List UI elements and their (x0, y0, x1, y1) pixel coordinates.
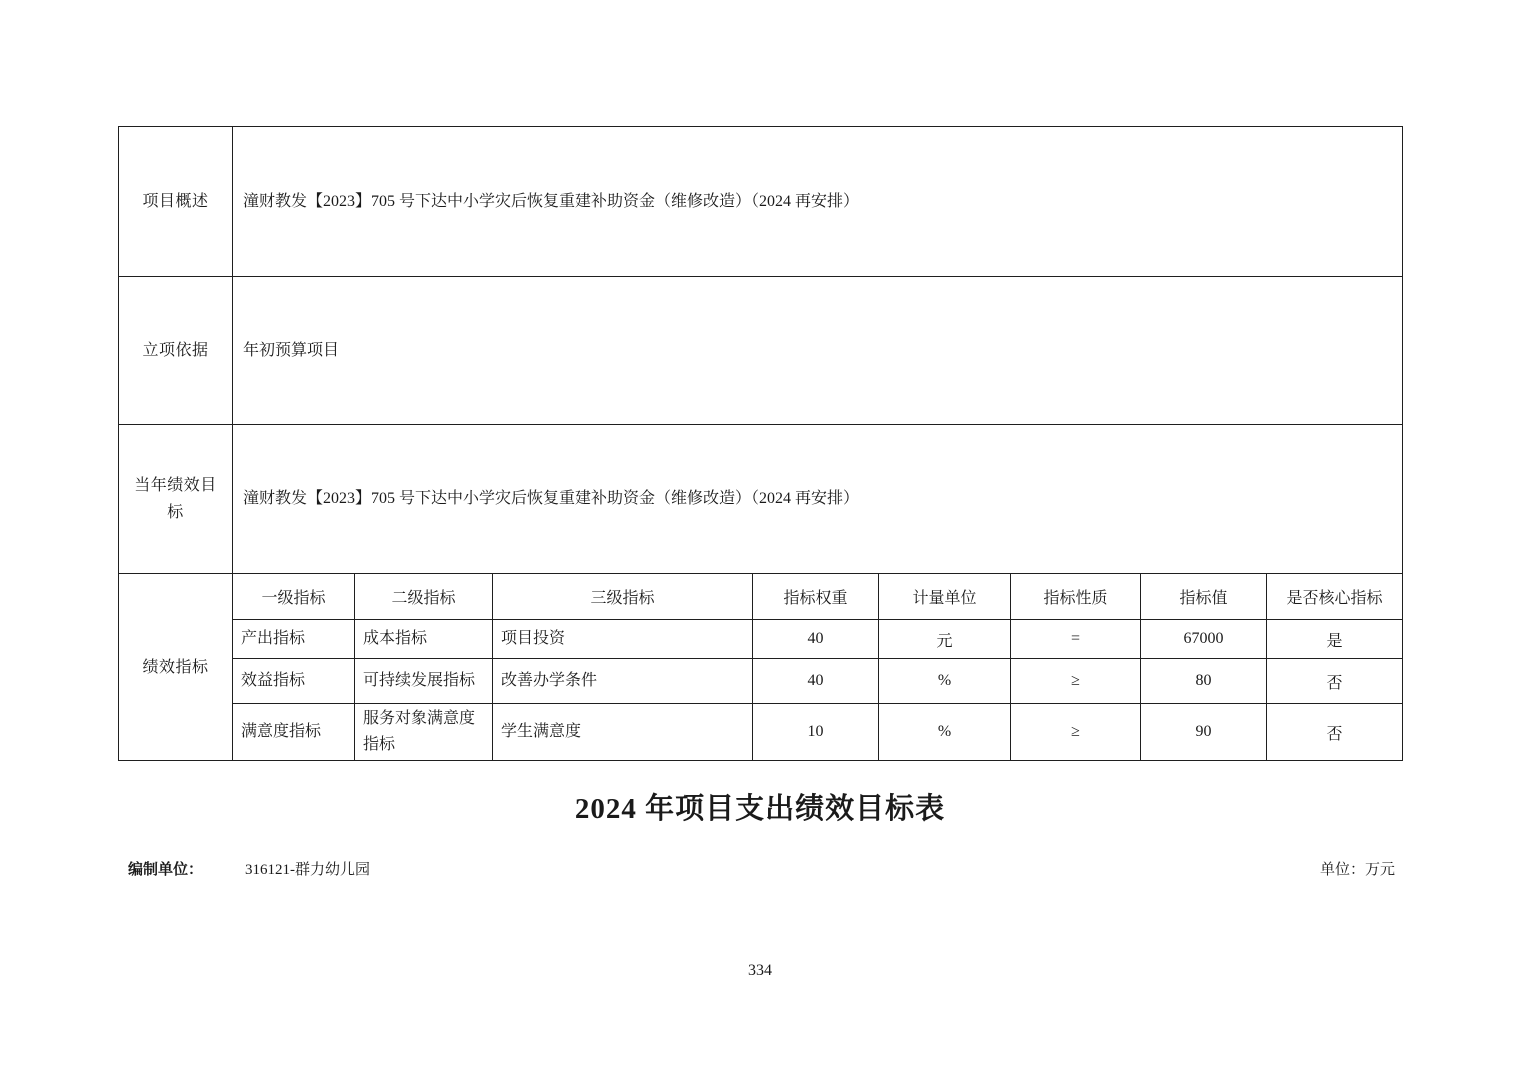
indicator-header-level2: 二级指标 (355, 574, 493, 620)
indicator-cell-weight: 40 (753, 659, 879, 704)
indicator-header-level3: 三级指标 (493, 574, 753, 620)
indicator-cell-core: 否 (1267, 704, 1403, 761)
prepared-by-value: 316121-群力幼儿园 (245, 862, 371, 878)
indicator-cell-weight: 40 (753, 620, 879, 659)
indicator-cell-weight: 10 (753, 704, 879, 761)
indicator-header-nature: 指标性质 (1011, 574, 1141, 620)
indicator-cell-level2: 可持续发展指标 (355, 659, 493, 704)
indicator-row (119, 620, 1403, 659)
indicator-cell-level3: 改善办学条件 (493, 659, 753, 704)
row-label-project-basis: 立项依据 (119, 277, 233, 425)
indicator-row (119, 704, 1403, 761)
meta-line (128, 858, 1395, 879)
indicator-cell-value: 90 (1141, 704, 1267, 761)
indicator-cell-level3: 学生满意度 (493, 704, 753, 761)
indicator-cell-unit: % (879, 704, 1011, 761)
indicator-cell-unit: 元 (879, 620, 1011, 659)
indicator-cell-level3: 项目投资 (493, 620, 753, 659)
indicator-row (119, 659, 1403, 704)
indicator-header-level1: 一级指标 (233, 574, 355, 620)
indicator-header-core: 是否核心指标 (1267, 574, 1403, 620)
indicator-header-row (119, 574, 1403, 620)
indicator-header-weight: 指标权重 (753, 574, 879, 620)
indicator-cell-core: 是 (1267, 620, 1403, 659)
page-number: 334 (748, 962, 772, 979)
indicator-cell-level1: 产出指标 (233, 620, 355, 659)
indicator-cell-nature: = (1011, 620, 1141, 659)
project-overview-text: 潼财教发【2023】705 号下达中小学灾后恢复重建补助资金（维修改造）（2024 再安排） (233, 127, 1403, 277)
indicator-header-unit: 计量单位 (879, 574, 1011, 620)
indicator-cell-core: 否 (1267, 659, 1403, 704)
performance-target-table (118, 126, 1403, 761)
indicator-cell-value: 80 (1141, 659, 1267, 704)
table-row (119, 127, 1403, 277)
table-row (119, 425, 1403, 574)
indicator-cell-value: 67000 (1141, 620, 1267, 659)
annual-performance-target-text: 潼财教发【2023】705 号下达中小学灾后恢复重建补助资金（维修改造）（2024 再安排） (233, 425, 1403, 574)
row-label-project-overview: 项目概述 (119, 127, 233, 277)
row-label-annual-performance-target: 当年绩效目标 (119, 425, 233, 574)
prepared-by-label: 编制单位： (128, 862, 204, 878)
indicator-header-value: 指标值 (1141, 574, 1267, 620)
indicator-cell-level2: 服务对象满意度指标 (355, 704, 493, 761)
table-row (119, 277, 1403, 425)
document-title: 2024 年项目支出绩效目标表 (574, 793, 946, 825)
row-label-performance-indicators: 绩效指标 (119, 574, 233, 761)
indicator-cell-level2: 成本指标 (355, 620, 493, 659)
indicator-cell-nature: ≥ (1011, 704, 1141, 761)
indicator-cell-level1: 效益指标 (233, 659, 355, 704)
indicator-cell-level1: 满意度指标 (233, 704, 355, 761)
indicator-cell-unit: % (879, 659, 1011, 704)
project-basis-text: 年初预算项目 (233, 277, 1403, 425)
indicator-cell-nature: ≥ (1011, 659, 1141, 704)
unit-label: 单位：万元 (1319, 862, 1395, 878)
